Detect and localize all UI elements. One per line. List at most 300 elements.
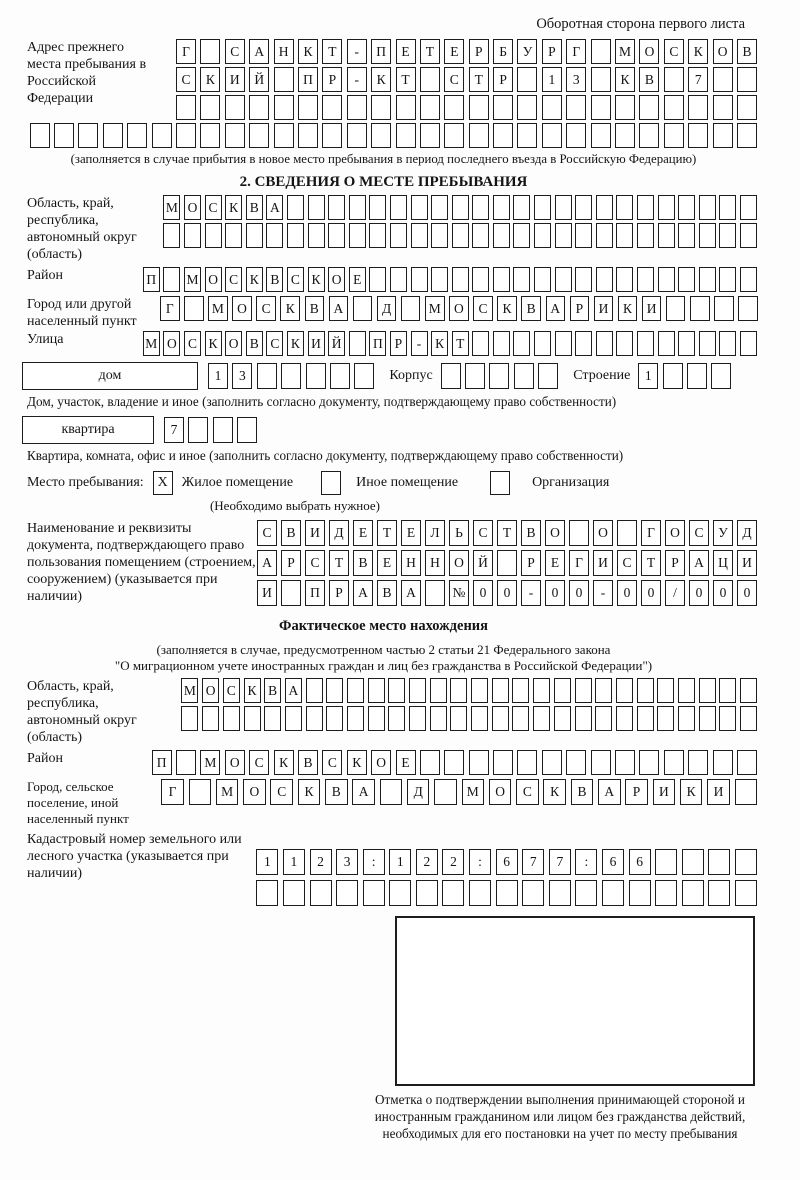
char-cell[interactable]: [639, 750, 659, 775]
char-cell[interactable]: [420, 67, 440, 92]
char-cell[interactable]: [534, 223, 551, 248]
char-cell[interactable]: М: [143, 331, 160, 356]
char-cell[interactable]: [249, 95, 269, 120]
char-cell[interactable]: [735, 880, 757, 906]
char-cell[interactable]: [496, 880, 518, 906]
char-cell[interactable]: О: [225, 750, 245, 775]
char-cell[interactable]: [555, 223, 572, 248]
char-cell[interactable]: Р: [570, 296, 590, 321]
char-cell[interactable]: [450, 706, 467, 731]
char-cell[interactable]: [493, 195, 510, 220]
char-cell[interactable]: [596, 331, 613, 356]
char-cell[interactable]: А: [353, 580, 373, 606]
char-cell[interactable]: [615, 95, 635, 120]
char-cell[interactable]: 1: [389, 849, 411, 875]
char-cell[interactable]: [575, 223, 592, 248]
char-cell[interactable]: Т: [420, 39, 440, 64]
char-cell[interactable]: [616, 267, 633, 292]
char-cell[interactable]: [274, 95, 294, 120]
char-cell[interactable]: [512, 706, 529, 731]
char-cell[interactable]: О: [184, 195, 201, 220]
char-cell[interactable]: [163, 223, 180, 248]
char-cell[interactable]: [347, 678, 364, 703]
char-cell[interactable]: С: [205, 195, 222, 220]
char-cell[interactable]: 1: [256, 849, 278, 875]
char-cell[interactable]: [615, 123, 635, 148]
char-cell[interactable]: Т: [329, 550, 349, 576]
char-cell[interactable]: И: [225, 67, 245, 92]
char-cell[interactable]: 2: [442, 849, 464, 875]
char-cell[interactable]: [719, 678, 736, 703]
char-cell[interactable]: [390, 267, 407, 292]
char-cell[interactable]: [575, 195, 592, 220]
char-cell[interactable]: 1: [638, 363, 658, 389]
char-cell[interactable]: Н: [425, 550, 445, 576]
char-cell[interactable]: [176, 95, 196, 120]
char-cell[interactable]: К: [246, 267, 263, 292]
char-cell[interactable]: Г: [161, 779, 184, 805]
char-cell[interactable]: [699, 223, 716, 248]
char-cell[interactable]: [678, 706, 695, 731]
char-cell[interactable]: [411, 195, 428, 220]
char-cell[interactable]: В: [246, 331, 263, 356]
char-cell[interactable]: [591, 39, 611, 64]
char-cell[interactable]: [396, 95, 416, 120]
char-cell[interactable]: [575, 880, 597, 906]
char-cell[interactable]: -: [347, 67, 367, 92]
char-cell[interactable]: А: [352, 779, 375, 805]
char-cell[interactable]: [617, 520, 637, 546]
char-cell[interactable]: Т: [469, 67, 489, 92]
char-cell[interactable]: 6: [496, 849, 518, 875]
char-cell[interactable]: [493, 267, 510, 292]
char-cell[interactable]: [639, 95, 659, 120]
char-cell[interactable]: Л: [425, 520, 445, 546]
char-cell[interactable]: 3: [566, 67, 586, 92]
char-cell[interactable]: [353, 296, 373, 321]
char-cell[interactable]: [354, 363, 374, 389]
char-cell[interactable]: -: [411, 331, 428, 356]
char-cell[interactable]: [699, 706, 716, 731]
char-cell[interactable]: [658, 195, 675, 220]
char-cell[interactable]: Т: [377, 520, 397, 546]
char-cell[interactable]: 0: [641, 580, 661, 606]
char-cell[interactable]: [554, 678, 571, 703]
char-cell[interactable]: В: [377, 580, 397, 606]
char-cell[interactable]: -: [521, 580, 541, 606]
char-cell[interactable]: Й: [473, 550, 493, 576]
char-cell[interactable]: К: [431, 331, 448, 356]
char-cell[interactable]: [678, 223, 695, 248]
char-cell[interactable]: [330, 363, 350, 389]
char-cell[interactable]: Т: [452, 331, 469, 356]
char-cell[interactable]: [542, 95, 562, 120]
char-cell[interactable]: [411, 223, 428, 248]
char-cell[interactable]: [472, 267, 489, 292]
char-cell[interactable]: [401, 296, 421, 321]
char-cell[interactable]: [287, 195, 304, 220]
char-cell[interactable]: [616, 331, 633, 356]
char-cell[interactable]: [472, 331, 489, 356]
char-cell[interactable]: [699, 195, 716, 220]
char-cell[interactable]: [616, 706, 633, 731]
char-cell[interactable]: [735, 779, 758, 805]
char-cell[interactable]: Е: [545, 550, 565, 576]
char-cell[interactable]: [714, 296, 734, 321]
char-cell[interactable]: [322, 123, 342, 148]
char-cell[interactable]: :: [363, 849, 385, 875]
char-cell[interactable]: [472, 195, 489, 220]
char-cell[interactable]: [176, 750, 196, 775]
char-cell[interactable]: [655, 880, 677, 906]
char-cell[interactable]: №: [449, 580, 469, 606]
char-cell[interactable]: [176, 123, 196, 148]
char-cell[interactable]: [658, 267, 675, 292]
char-cell[interactable]: И: [257, 580, 277, 606]
char-cell[interactable]: [602, 880, 624, 906]
char-cell[interactable]: С: [287, 267, 304, 292]
char-cell[interactable]: [450, 678, 467, 703]
char-cell[interactable]: [188, 417, 208, 443]
char-cell[interactable]: [555, 267, 572, 292]
char-cell[interactable]: [431, 267, 448, 292]
char-cell[interactable]: [281, 363, 301, 389]
char-cell[interactable]: [664, 67, 684, 92]
char-cell[interactable]: [688, 750, 708, 775]
char-cell[interactable]: [184, 223, 201, 248]
char-cell[interactable]: [637, 195, 654, 220]
char-cell[interactable]: [493, 95, 513, 120]
char-cell[interactable]: 0: [617, 580, 637, 606]
char-cell[interactable]: [542, 123, 562, 148]
char-cell[interactable]: [328, 195, 345, 220]
char-cell[interactable]: [596, 195, 613, 220]
char-cell[interactable]: [127, 123, 147, 148]
char-cell[interactable]: [737, 750, 757, 775]
char-cell[interactable]: [326, 706, 343, 731]
char-cell[interactable]: [431, 223, 448, 248]
char-cell[interactable]: [708, 849, 730, 875]
char-cell[interactable]: [740, 223, 757, 248]
char-cell[interactable]: [719, 267, 736, 292]
char-cell[interactable]: [225, 223, 242, 248]
char-cell[interactable]: Е: [396, 750, 416, 775]
char-cell[interactable]: 6: [602, 849, 624, 875]
char-cell[interactable]: [664, 750, 684, 775]
char-cell[interactable]: [152, 123, 172, 148]
char-cell[interactable]: [655, 849, 677, 875]
char-cell[interactable]: С: [473, 520, 493, 546]
char-cell[interactable]: С: [664, 39, 684, 64]
char-cell[interactable]: В: [521, 296, 541, 321]
char-cell[interactable]: [566, 750, 586, 775]
char-cell[interactable]: [616, 678, 633, 703]
char-cell[interactable]: О: [371, 750, 391, 775]
char-cell[interactable]: О: [449, 296, 469, 321]
char-cell[interactable]: [369, 195, 386, 220]
char-cell[interactable]: К: [680, 779, 703, 805]
char-cell[interactable]: [522, 880, 544, 906]
char-cell[interactable]: Т: [396, 67, 416, 92]
char-cell[interactable]: И: [308, 331, 325, 356]
char-cell[interactable]: [517, 67, 537, 92]
char-cell[interactable]: И: [707, 779, 730, 805]
char-cell[interactable]: [322, 95, 342, 120]
char-cell[interactable]: 2: [310, 849, 332, 875]
char-cell[interactable]: И: [305, 520, 325, 546]
char-cell[interactable]: С: [225, 39, 245, 64]
char-cell[interactable]: [517, 123, 537, 148]
char-cell[interactable]: С: [473, 296, 493, 321]
char-cell[interactable]: [471, 706, 488, 731]
char-cell[interactable]: [54, 123, 74, 148]
char-cell[interactable]: В: [325, 779, 348, 805]
char-cell[interactable]: М: [425, 296, 445, 321]
char-cell[interactable]: [497, 550, 517, 576]
char-cell[interactable]: [452, 267, 469, 292]
char-cell[interactable]: [629, 880, 651, 906]
char-cell[interactable]: Д: [329, 520, 349, 546]
char-cell[interactable]: [657, 706, 674, 731]
char-cell[interactable]: М: [462, 779, 485, 805]
char-cell[interactable]: [181, 706, 198, 731]
char-cell[interactable]: О: [225, 331, 242, 356]
char-cell[interactable]: [687, 363, 707, 389]
char-cell[interactable]: [682, 880, 704, 906]
char-cell[interactable]: [513, 195, 530, 220]
char-cell[interactable]: [595, 706, 612, 731]
char-cell[interactable]: [492, 706, 509, 731]
char-cell[interactable]: [566, 123, 586, 148]
char-cell[interactable]: К: [225, 195, 242, 220]
char-cell[interactable]: Й: [249, 67, 269, 92]
char-cell[interactable]: С: [305, 550, 325, 576]
char-cell[interactable]: К: [200, 67, 220, 92]
char-cell[interactable]: :: [575, 849, 597, 875]
char-cell[interactable]: [637, 706, 654, 731]
char-cell[interactable]: В: [266, 267, 283, 292]
char-cell[interactable]: [555, 195, 572, 220]
char-cell[interactable]: О: [232, 296, 252, 321]
char-cell[interactable]: Г: [569, 550, 589, 576]
char-cell[interactable]: [308, 223, 325, 248]
char-cell[interactable]: [719, 331, 736, 356]
char-cell[interactable]: Д: [737, 520, 757, 546]
char-cell[interactable]: Н: [401, 550, 421, 576]
char-cell[interactable]: С: [257, 520, 277, 546]
char-cell[interactable]: [719, 706, 736, 731]
char-cell[interactable]: 3: [232, 363, 252, 389]
char-cell[interactable]: [411, 267, 428, 292]
char-cell[interactable]: [369, 267, 386, 292]
char-cell[interactable]: П: [298, 67, 318, 92]
char-cell[interactable]: [569, 520, 589, 546]
char-cell[interactable]: [285, 706, 302, 731]
char-cell[interactable]: [639, 123, 659, 148]
char-cell[interactable]: [200, 95, 220, 120]
char-cell[interactable]: [306, 706, 323, 731]
char-cell[interactable]: [266, 223, 283, 248]
char-cell[interactable]: [409, 706, 426, 731]
char-cell[interactable]: [388, 678, 405, 703]
char-cell[interactable]: [363, 880, 385, 906]
char-cell[interactable]: [30, 123, 50, 148]
char-cell[interactable]: У: [713, 520, 733, 546]
mesto-checkbox-zhiloe[interactable]: X: [153, 471, 173, 495]
char-cell[interactable]: Р: [542, 39, 562, 64]
char-cell[interactable]: [513, 331, 530, 356]
char-cell[interactable]: [223, 706, 240, 731]
char-cell[interactable]: [591, 123, 611, 148]
char-cell[interactable]: М: [216, 779, 239, 805]
char-cell[interactable]: С: [689, 520, 709, 546]
char-cell[interactable]: В: [246, 195, 263, 220]
char-cell[interactable]: К: [274, 750, 294, 775]
char-cell[interactable]: 3: [336, 849, 358, 875]
char-cell[interactable]: [306, 678, 323, 703]
char-cell[interactable]: [469, 123, 489, 148]
char-cell[interactable]: [371, 95, 391, 120]
char-cell[interactable]: [595, 678, 612, 703]
char-cell[interactable]: 6: [629, 849, 651, 875]
char-cell[interactable]: Г: [176, 39, 196, 64]
char-cell[interactable]: 7: [549, 849, 571, 875]
char-cell[interactable]: Ь: [449, 520, 469, 546]
char-cell[interactable]: [444, 750, 464, 775]
mesto-checkbox-org[interactable]: [490, 471, 510, 495]
char-cell[interactable]: М: [615, 39, 635, 64]
char-cell[interactable]: [444, 123, 464, 148]
char-cell[interactable]: О: [205, 267, 222, 292]
char-cell[interactable]: В: [737, 39, 757, 64]
char-cell[interactable]: [740, 267, 757, 292]
char-cell[interactable]: Е: [353, 520, 373, 546]
char-cell[interactable]: И: [594, 296, 614, 321]
char-cell[interactable]: [678, 331, 695, 356]
char-cell[interactable]: О: [545, 520, 565, 546]
char-cell[interactable]: :: [469, 849, 491, 875]
char-cell[interactable]: С: [256, 296, 276, 321]
char-cell[interactable]: [616, 223, 633, 248]
char-cell[interactable]: -: [593, 580, 613, 606]
char-cell[interactable]: К: [618, 296, 638, 321]
char-cell[interactable]: [566, 95, 586, 120]
char-cell[interactable]: [328, 223, 345, 248]
char-cell[interactable]: А: [249, 39, 269, 64]
char-cell[interactable]: А: [598, 779, 621, 805]
char-cell[interactable]: Р: [665, 550, 685, 576]
char-cell[interactable]: О: [163, 331, 180, 356]
char-cell[interactable]: С: [176, 67, 196, 92]
char-cell[interactable]: [213, 417, 233, 443]
char-cell[interactable]: И: [642, 296, 662, 321]
char-cell[interactable]: Р: [329, 580, 349, 606]
char-cell[interactable]: [713, 95, 733, 120]
char-cell[interactable]: [682, 849, 704, 875]
char-cell[interactable]: К: [205, 331, 222, 356]
char-cell[interactable]: [637, 267, 654, 292]
char-cell[interactable]: [596, 223, 613, 248]
char-cell[interactable]: [420, 95, 440, 120]
char-cell[interactable]: А: [329, 296, 349, 321]
char-cell[interactable]: 7: [522, 849, 544, 875]
char-cell[interactable]: С: [249, 750, 269, 775]
char-cell[interactable]: 0: [713, 580, 733, 606]
char-cell[interactable]: [740, 195, 757, 220]
char-cell[interactable]: [249, 123, 269, 148]
char-cell[interactable]: О: [202, 678, 219, 703]
char-cell[interactable]: 0: [737, 580, 757, 606]
char-cell[interactable]: [225, 95, 245, 120]
char-cell[interactable]: [591, 750, 611, 775]
char-cell[interactable]: [493, 123, 513, 148]
char-cell[interactable]: [658, 223, 675, 248]
char-cell[interactable]: [688, 95, 708, 120]
char-cell[interactable]: [420, 123, 440, 148]
char-cell[interactable]: [306, 363, 326, 389]
char-cell[interactable]: [517, 750, 537, 775]
char-cell[interactable]: О: [713, 39, 733, 64]
char-cell[interactable]: Р: [281, 550, 301, 576]
char-cell[interactable]: [637, 678, 654, 703]
char-cell[interactable]: [658, 331, 675, 356]
char-cell[interactable]: [713, 67, 733, 92]
char-cell[interactable]: [469, 95, 489, 120]
char-cell[interactable]: [542, 750, 562, 775]
char-cell[interactable]: [615, 750, 635, 775]
char-cell[interactable]: О: [243, 779, 266, 805]
char-cell[interactable]: [575, 678, 592, 703]
char-cell[interactable]: [452, 195, 469, 220]
char-cell[interactable]: О: [639, 39, 659, 64]
char-cell[interactable]: П: [305, 580, 325, 606]
char-cell[interactable]: В: [639, 67, 659, 92]
char-cell[interactable]: К: [543, 779, 566, 805]
char-cell[interactable]: О: [665, 520, 685, 546]
char-cell[interactable]: [274, 67, 294, 92]
char-cell[interactable]: [184, 296, 204, 321]
char-cell[interactable]: М: [184, 267, 201, 292]
char-cell[interactable]: Р: [390, 331, 407, 356]
char-cell[interactable]: [380, 779, 403, 805]
char-cell[interactable]: [389, 880, 411, 906]
char-cell[interactable]: [616, 195, 633, 220]
char-cell[interactable]: [274, 123, 294, 148]
char-cell[interactable]: [200, 123, 220, 148]
char-cell[interactable]: [678, 678, 695, 703]
char-cell[interactable]: М: [163, 195, 180, 220]
char-cell[interactable]: Р: [469, 39, 489, 64]
char-cell[interactable]: П: [371, 39, 391, 64]
char-cell[interactable]: [688, 123, 708, 148]
char-cell[interactable]: Р: [322, 67, 342, 92]
char-cell[interactable]: 2: [416, 849, 438, 875]
char-cell[interactable]: [246, 223, 263, 248]
char-cell[interactable]: [281, 580, 301, 606]
char-cell[interactable]: К: [244, 678, 261, 703]
char-cell[interactable]: [517, 95, 537, 120]
char-cell[interactable]: [264, 706, 281, 731]
char-cell[interactable]: В: [264, 678, 281, 703]
char-cell[interactable]: [347, 706, 364, 731]
char-cell[interactable]: А: [266, 195, 283, 220]
char-cell[interactable]: [575, 331, 592, 356]
char-cell[interactable]: Т: [322, 39, 342, 64]
char-cell[interactable]: [308, 195, 325, 220]
char-cell[interactable]: В: [305, 296, 325, 321]
char-cell[interactable]: С: [266, 331, 283, 356]
char-cell[interactable]: С: [617, 550, 637, 576]
